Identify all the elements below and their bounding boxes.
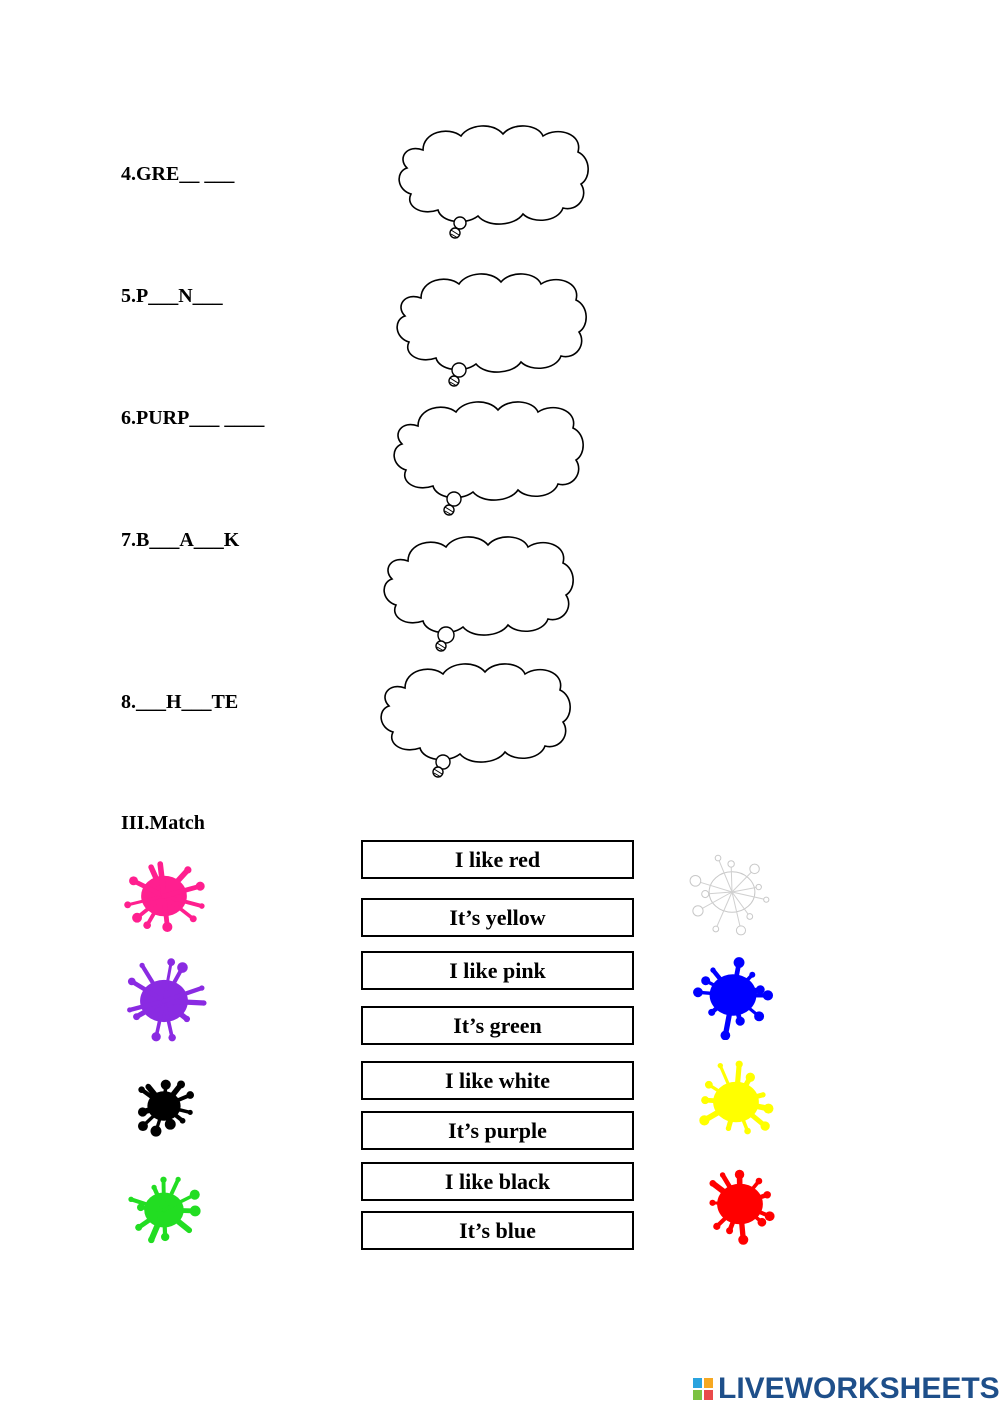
brand-name: LIVEWORKSHEETS [718,1372,1000,1405]
green-paint-splat[interactable] [118,1172,210,1248]
answer-cloud-7[interactable] [378,531,578,656]
red-paint-splat[interactable] [693,1160,787,1248]
phrase-its-green[interactable]: It’s green [361,1006,634,1045]
question-6-label: 6.PURP___ ____ [121,407,265,429]
phrase-its-purple[interactable]: It’s purple [361,1111,634,1150]
phrase-i-like-white[interactable]: I like white [361,1061,634,1100]
answer-cloud-8[interactable] [375,658,575,783]
white-paint-splat[interactable] [684,848,780,936]
answer-cloud-4[interactable] [393,120,593,245]
phrase-i-like-red[interactable]: I like red [361,840,634,879]
liveworksheets-logo-icon [692,1376,714,1402]
black-paint-splat[interactable] [126,1074,202,1138]
phrase-its-blue[interactable]: It’s blue [361,1211,634,1250]
question-5-label: 5.P___N___ [121,285,223,307]
match-section-title: III.Match [121,812,205,834]
pink-paint-splat[interactable] [118,852,210,940]
phrase-its-yellow[interactable]: It’s yellow [361,898,634,937]
answer-cloud-6[interactable] [388,396,588,521]
phrase-i-like-black[interactable]: I like black [361,1162,634,1201]
purple-paint-splat[interactable] [118,955,210,1047]
liveworksheets-brand[interactable] [692,1372,1000,1406]
blue-paint-splat[interactable] [683,950,783,1040]
yellow-paint-splat[interactable] [688,1058,784,1146]
question-4-label: 4.GRE__ ___ [121,163,235,185]
question-7-label: 7.B___A___K [121,529,240,551]
phrase-i-like-pink[interactable]: I like pink [361,951,634,990]
question-8-label: 8.___H___TE [121,691,239,713]
answer-cloud-5[interactable] [391,268,591,393]
